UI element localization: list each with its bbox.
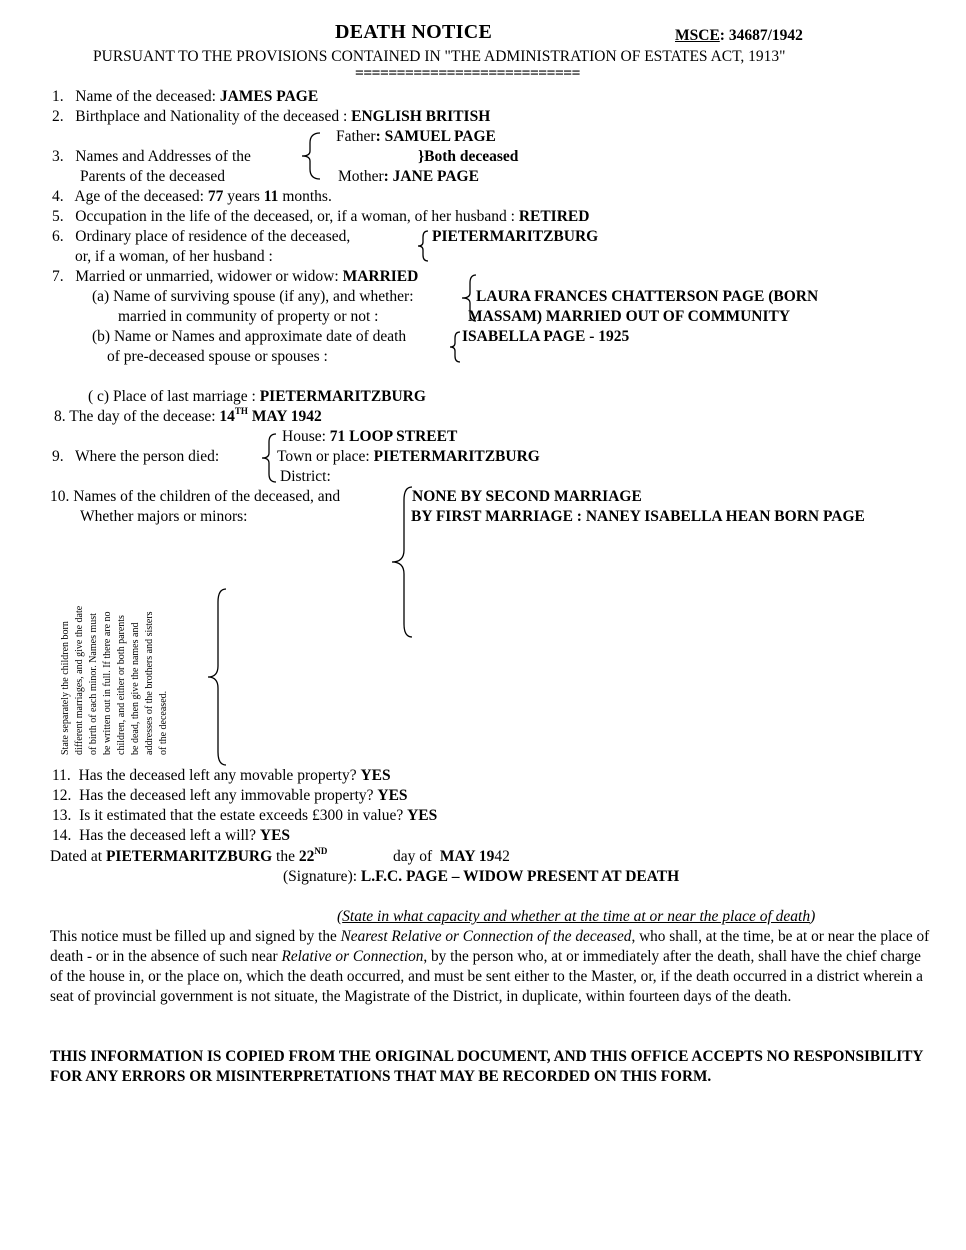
item-7c: ( c) Place of last marriage : PIETERMARITZBURG bbox=[88, 388, 426, 405]
brace-note bbox=[204, 586, 232, 768]
deceased-name: JAMES PAGE bbox=[219, 88, 319, 105]
marriage-place: PIETERMARITZBURG bbox=[259, 388, 426, 405]
item-7a-label-2: married in community of property or not : bbox=[118, 308, 379, 325]
item-12: 12. Has the deceased left any immovable property? YES bbox=[52, 787, 408, 804]
item-2: 2. Birthplace and Nationality of the deceased : ENGLISH BRITISH bbox=[52, 108, 491, 125]
item-6-label: 6. Ordinary place of residence of the deceased, bbox=[52, 228, 351, 245]
residence: PIETERMARITZBURG bbox=[432, 228, 599, 245]
marital-status: MARRIED bbox=[342, 268, 419, 285]
brace-spouse bbox=[458, 273, 480, 323]
surviving-spouse: LAURA FRANCES CHATTERSON PAGE (BORN bbox=[476, 288, 819, 305]
instruction-paragraph: This notice must be filled up and signed by the Nearest Relative or Connection of the deceased, who shall, at the time, be at or near the place of death - or in the absence of such near Relative or Connection, by the person who, at or immediately after the death, shall have the chief charge of the house in, or the place on, which the death occurred, and must be sent either to the Master, or, if the death occurred in a district wherein a seat of provincial government is not situate, the Magistrate of the District, in duplicate, within fourteen days of the death. bbox=[50, 928, 930, 1005]
header-rule: =========================== bbox=[355, 65, 580, 82]
dated-month: day of MAY 1942 bbox=[393, 848, 510, 865]
children-2: BY FIRST MARRIAGE : NANEY ISABELLA HEAN BORN PAGE bbox=[411, 508, 865, 525]
item-7: 7. Married or unmarried, widower or widow: MARRIED bbox=[52, 268, 419, 285]
nationality: ENGLISH BRITISH bbox=[351, 108, 491, 125]
item-1: 1. Name of the deceased: JAMES PAGE bbox=[52, 88, 319, 105]
signature: (Signature): L.F.C. PAGE – WIDOW PRESENT AT DEATH bbox=[283, 868, 680, 885]
item-3-label: 3. Names and Addresses of the bbox=[52, 148, 251, 165]
page-title: DEATH NOTICE bbox=[335, 21, 493, 43]
brace-place bbox=[258, 432, 282, 484]
disclaimer: THIS INFORMATION IS COPIED FROM THE ORIGINAL DOCUMENT, AND THIS OFFICE ACCEPTS NO RESPONSIBILITY FOR ANY ERRORS OR MISINTERPRETATIONS THAT MAY BE RECORDED ON THIS FORM. bbox=[50, 1048, 923, 1085]
death-house: House: 71 LOOP STREET bbox=[282, 428, 458, 445]
msce-number bbox=[675, 26, 803, 46]
msce-value: : 34687/1942 bbox=[719, 27, 803, 44]
date-of-death: MAY 1942 bbox=[251, 408, 322, 425]
brace-predeceased bbox=[446, 330, 464, 364]
item-10-label-2: Whether majors or minors: bbox=[80, 508, 248, 525]
item-8: 8. The day of the decease: 14TH MAY 1942 bbox=[54, 406, 322, 425]
subtitle: PURSUANT TO THE PROVISIONS CONTAINED IN "THE ADMINISTRATION OF ESTATES ACT, 1913" bbox=[93, 48, 786, 65]
item-7a-label: (a) Name of surviving spouse (if any), and whether: bbox=[92, 288, 414, 305]
item-4: 4. Age of the deceased: 77 years 11 months. bbox=[52, 188, 332, 205]
surviving-spouse-2: MASSAM) MARRIED OUT OF COMMUNITY bbox=[468, 308, 791, 325]
children-1: NONE BY SECOND MARRIAGE bbox=[412, 488, 642, 505]
predeceased-spouse: ISABELLA PAGE - 1925 bbox=[462, 328, 630, 345]
item-9-label: 9. Where the person died: bbox=[52, 448, 220, 465]
brace-residence bbox=[414, 229, 432, 263]
capacity-note: (State in what capacity and whether at the time at or near the place of death) bbox=[337, 908, 816, 925]
msce-label: MSCE bbox=[675, 27, 720, 44]
item-7b-label: (b) Name or Names and approximate date of death bbox=[92, 328, 407, 345]
death-town: Town or place: PIETERMARITZBURG bbox=[277, 448, 540, 465]
item-7b-label-2: of pre-deceased spouse or spouses : bbox=[107, 348, 328, 365]
item-10-label: 10. Names of the children of the deceased, and bbox=[50, 488, 341, 505]
parents-both-deceased: }Both deceased bbox=[418, 148, 519, 165]
brace-children bbox=[386, 484, 420, 640]
occupation: RETIRED bbox=[518, 208, 590, 225]
item-13: 13. Is it estimated that the estate exceeds £300 in value? YES bbox=[52, 807, 438, 824]
dated-line: Dated at PIETERMARITZBURG the 22ND bbox=[50, 846, 328, 865]
mother: Mother: JANE PAGE bbox=[338, 168, 479, 185]
item-11: 11. Has the deceased left any movable property? YES bbox=[52, 767, 391, 784]
item-5: 5. Occupation in the life of the deceased, or, if a woman, of her husband : RETIRED bbox=[52, 208, 590, 225]
item-14: 14. Has the deceased left a will? YES bbox=[52, 827, 291, 844]
father: Father: SAMUEL PAGE bbox=[336, 128, 496, 145]
brace-parents bbox=[298, 131, 324, 181]
item-3-label-2: Parents of the deceased bbox=[80, 168, 226, 185]
item-6-label-2: or, if a woman, of her husband : bbox=[75, 248, 273, 265]
death-district: District: bbox=[280, 468, 331, 485]
